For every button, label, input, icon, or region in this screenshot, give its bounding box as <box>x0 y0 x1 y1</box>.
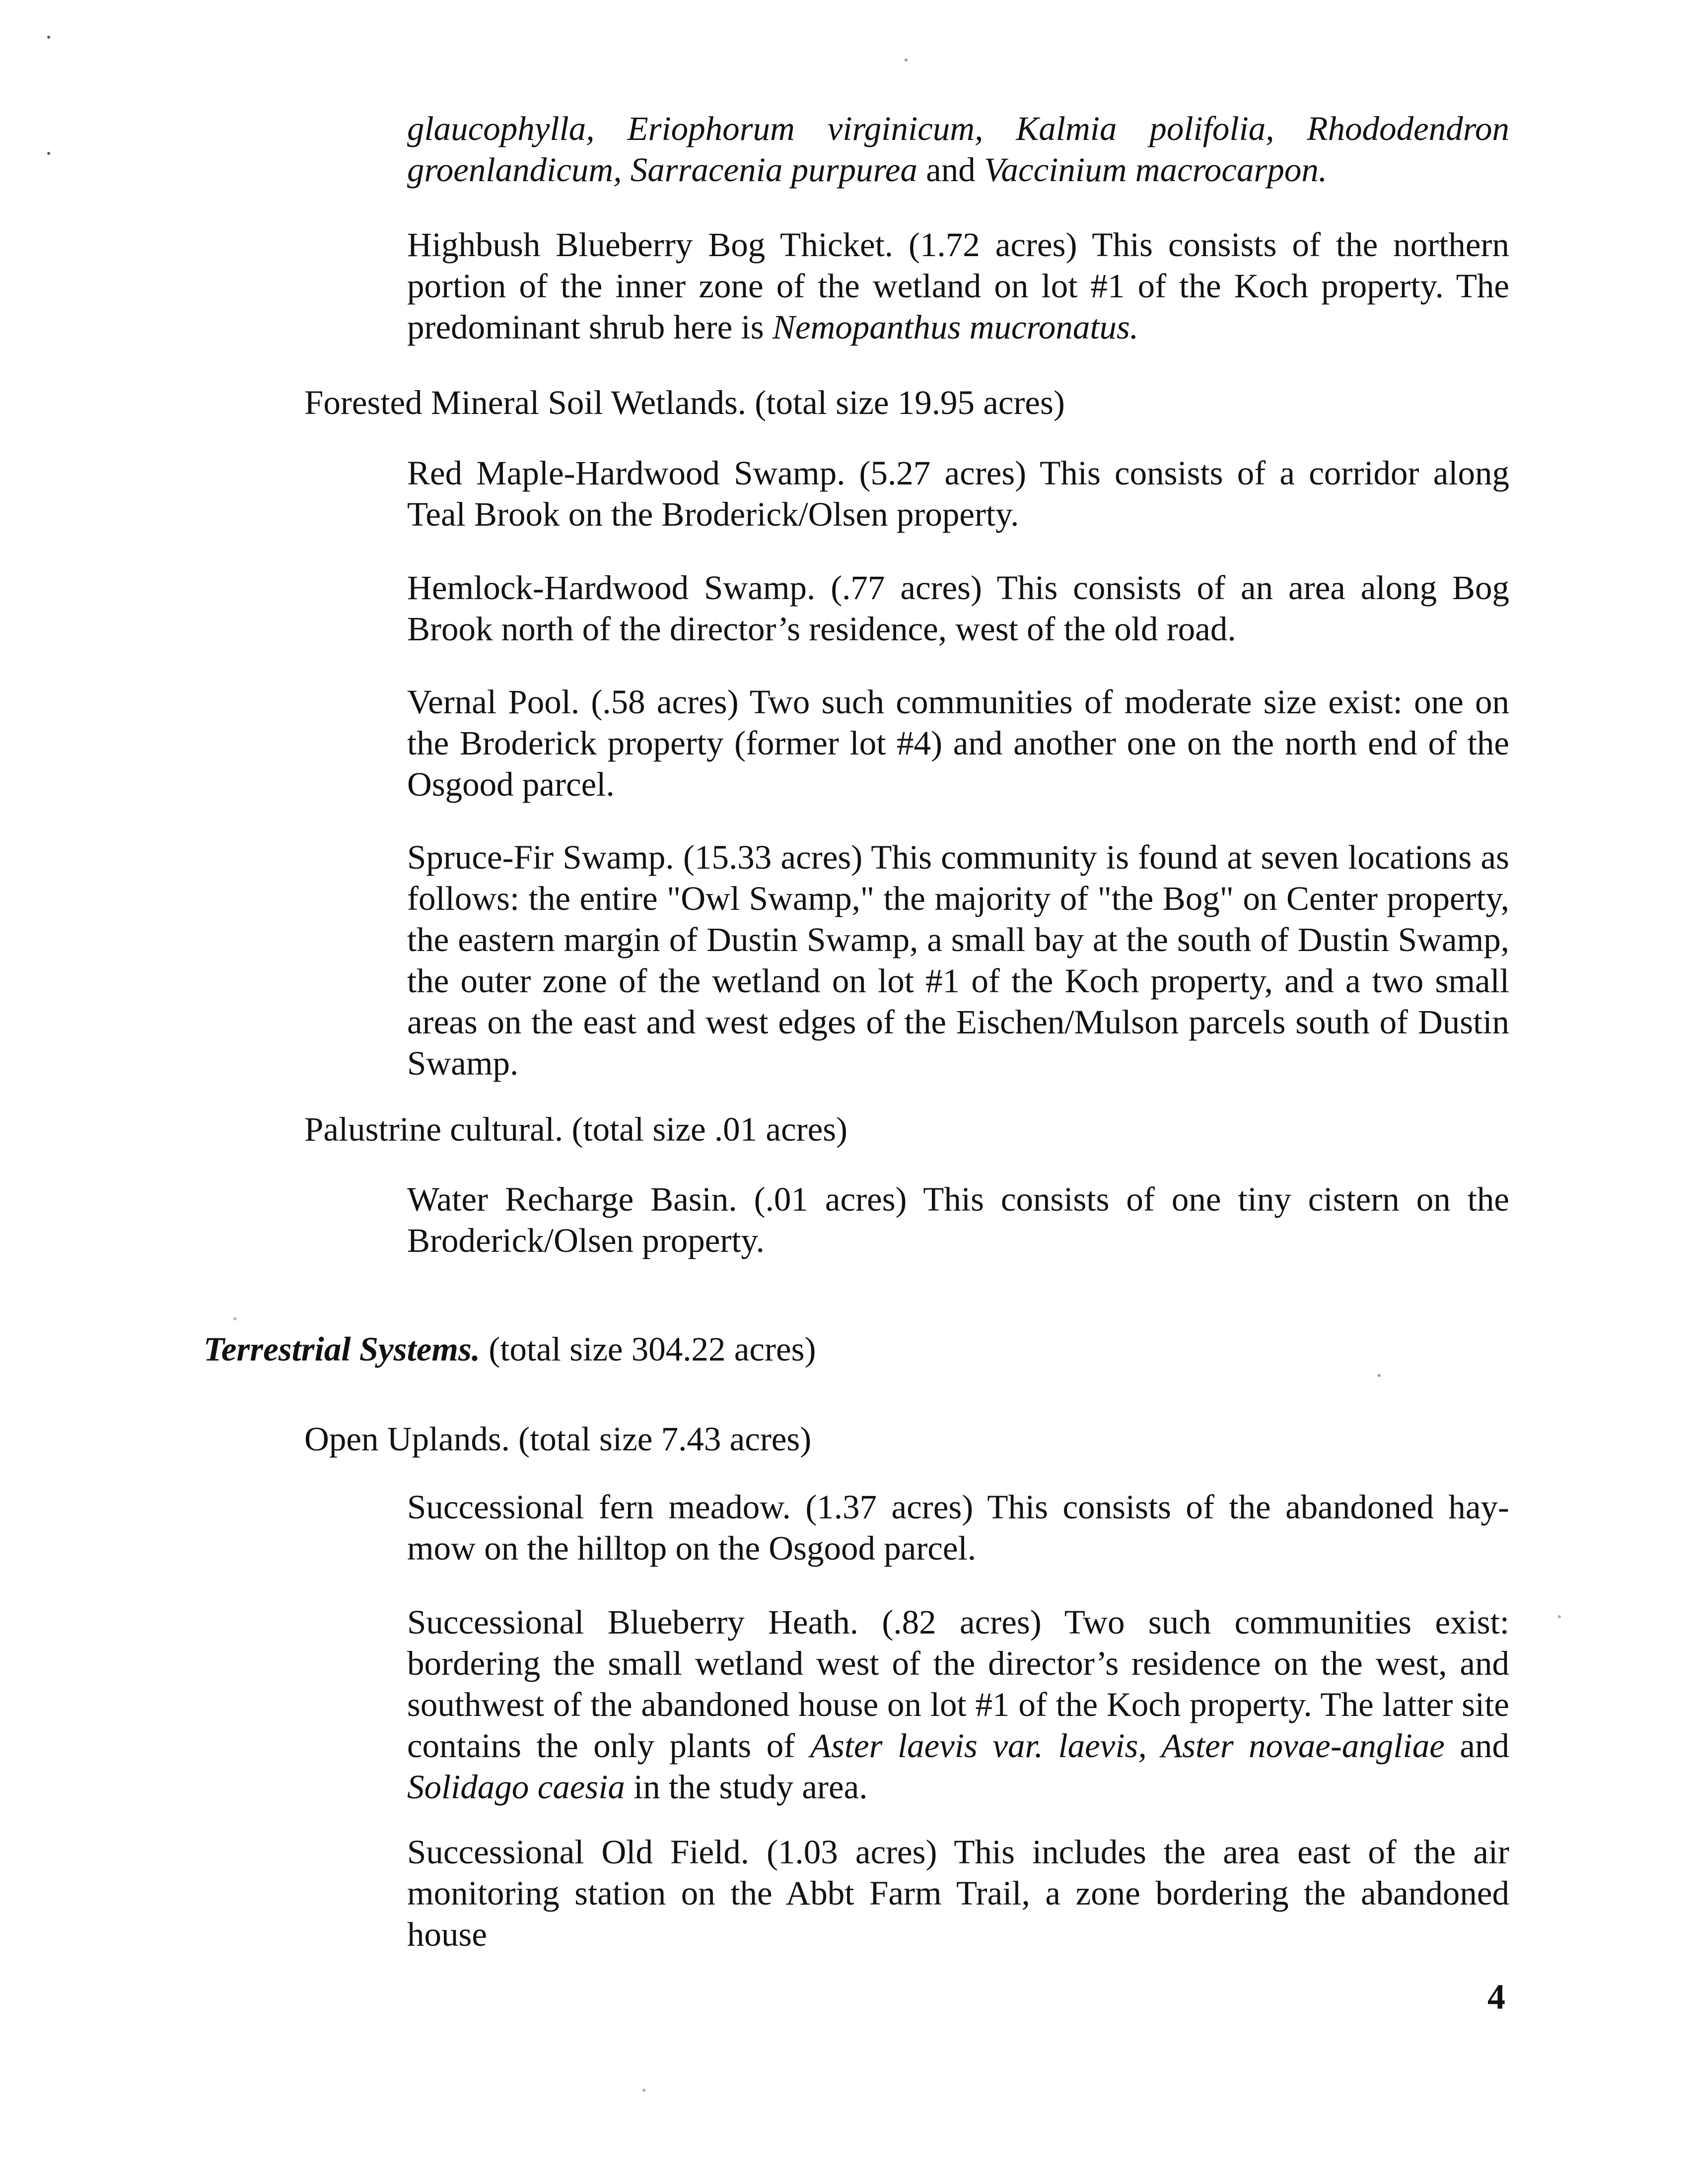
text-run: Vernal Pool. (.58 acres) Two such communities of moderate size exist: one on the Broderick property (former lot #4) and another one on the north end of the Osgood parcel. <box>407 683 1509 803</box>
italic-text: Solidago caesia <box>407 1768 625 1806</box>
water-recharge-basin <box>407 1179 1509 1261</box>
text-run: Successional Old Field. (1.03 acres) This includes the area east of the air monitoring station on the Abbt Farm Trail, a zone bordering the abandoned house <box>407 1833 1509 1953</box>
text-run: Red Maple-Hardwood Swamp. (5.27 acres) This consists of a corridor along Teal Brook on the Broderick/Olsen property. <box>407 454 1509 533</box>
italic-text: Kalmia polifolia, <box>1016 110 1307 147</box>
italic-text: Aster laevis var. laevis, Aster novae-angliae <box>810 1727 1445 1765</box>
red-maple-hardwood-swamp <box>407 453 1509 535</box>
heading-text: Terrestrial Systems. <box>204 1330 481 1368</box>
successional-fern-meadow <box>407 1487 1509 1569</box>
bog-species-continued <box>407 108 1509 191</box>
italic-text: glaucophylla, <box>407 110 628 147</box>
text-run: Successional Blueberry Heath. (.82 acres) Two such communities exist: bordering the small wetland west of the director’s residence on the west, and southwest of the abandoned house on lot #1 of the Koch property. The latter site contains the only plants of <box>407 1603 1509 1765</box>
scan-speck <box>1558 1615 1561 1618</box>
italic-text: Eriophorum virginicum, <box>627 110 1016 147</box>
text-run: Successional fern meadow. (1.37 acres) This consists of the abandoned hay-mow on the hilltop on the Osgood parcel. <box>407 1488 1509 1567</box>
scan-speck <box>905 59 908 62</box>
scan-speck <box>47 152 50 155</box>
text-run: Forested Mineral Soil Wetlands. (total size 19.95 acres) <box>304 384 1065 421</box>
text-run: Highbush Blueberry Bog Thicket. (1.72 acres) This consists of the northern portion of the inner zone of the wetland on lot #1 of the Koch property. The predominant shrub here is <box>407 226 1509 346</box>
scan-speck <box>47 36 50 39</box>
successional-old-field <box>407 1832 1509 1955</box>
text-run: (total size 304.22 acres) <box>480 1330 816 1368</box>
italic-text: Nemopanthus mucronatus. <box>772 308 1139 346</box>
text-run: and <box>917 151 985 189</box>
italic-text: Rhododendron groenlandicum, <box>407 110 1509 189</box>
terrestrial-systems-heading <box>204 1329 1509 1370</box>
text-run: Palustrine cultural. (total size .01 acres) <box>304 1110 848 1148</box>
italic-text: Sarracenia purpurea <box>630 151 917 189</box>
text-run: Spruce-Fir Swamp. (15.33 acres) This community is found at seven locations as follows: the entire "Owl Swamp," the majority of "the Bog" on Center property, the eastern margin of Dustin Swamp, a small bay at the south of Dustin Swamp, the outer zone of the wetland on lot #1 of the Koch property, and a two small areas on the east and west edges of the Eischen/Mulson parcels south of Dustin Swamp. <box>407 838 1509 1082</box>
scan-speck <box>233 1317 236 1320</box>
text-run: in the study area. <box>625 1768 868 1806</box>
text-run: Water Recharge Basin. (.01 acres) This consists of one tiny cistern on the Broderick/Olsen property. <box>407 1180 1509 1259</box>
page-number: 4 <box>1487 1977 1505 2017</box>
highbush-blueberry-bog-thicket <box>407 224 1509 348</box>
forested-mineral-soil-wetlands <box>304 382 1509 423</box>
palustrine-cultural <box>304 1109 1509 1150</box>
text-run: and <box>1444 1727 1509 1765</box>
open-uplands <box>304 1419 1509 1460</box>
hemlock-hardwood-swamp <box>407 567 1509 650</box>
scan-speck <box>1378 1374 1381 1377</box>
italic-text: Vaccinium macrocarpon. <box>984 151 1328 189</box>
vernal-pool <box>407 682 1509 805</box>
scan-speck <box>642 2089 645 2092</box>
text-run: Open Uplands. (total size 7.43 acres) <box>304 1420 812 1458</box>
spruce-fir-swamp <box>407 837 1509 1084</box>
successional-blueberry-heath <box>407 1602 1509 1808</box>
text-run: Hemlock-Hardwood Swamp. (.77 acres) This consists of an area along Bog Brook north of the director’s residence, west of the old road. <box>407 569 1509 648</box>
